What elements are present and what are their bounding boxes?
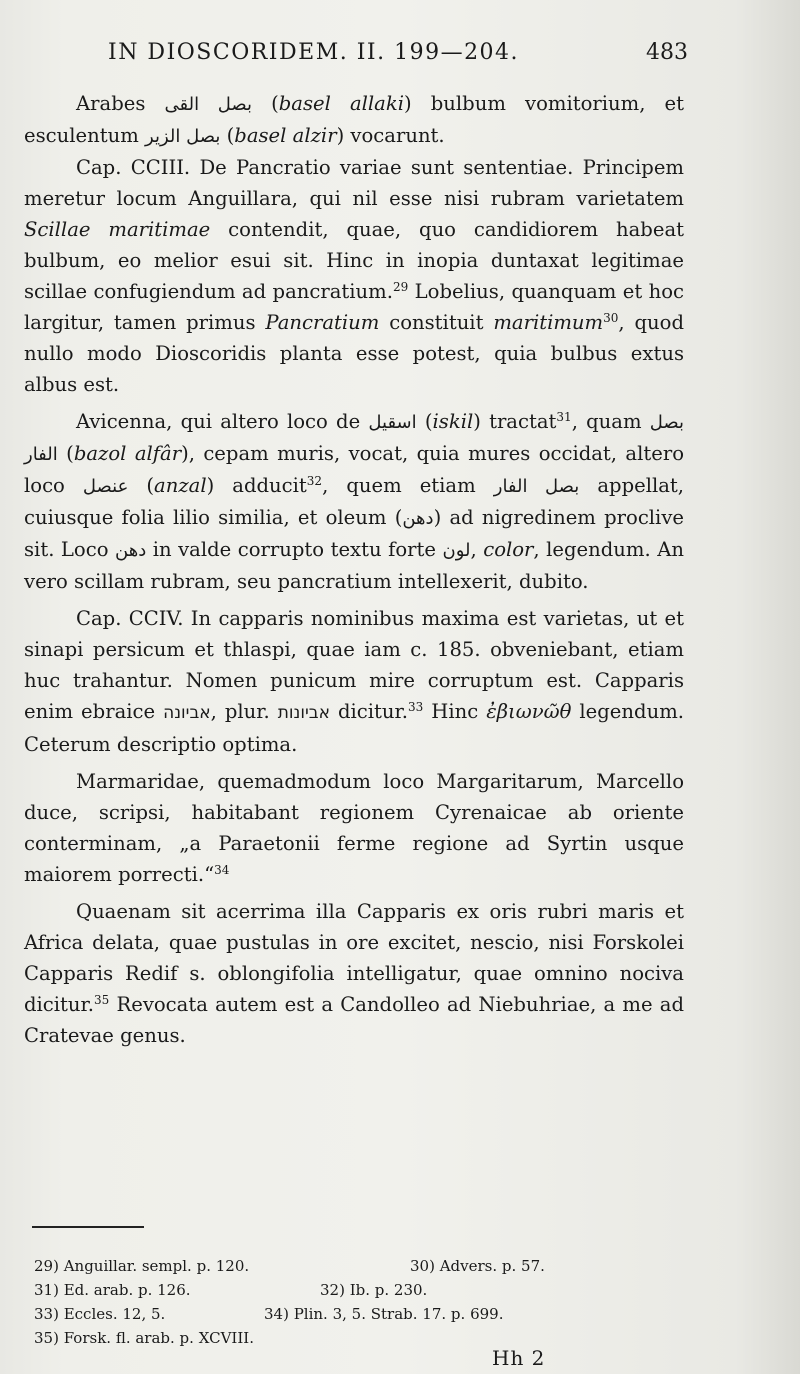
paragraph-quaenam (24, 896, 684, 1051)
arabic-term: بصل القى (164, 94, 252, 115)
text-run: , (470, 538, 477, 561)
text-run: Quaenam sit acerrima illa Capparis ex oris rubri maris et Africa delata, quae pustulas in ore excitet, nescio, nisi Forskolei Capparis Redif s. oblongifolia intelligatur, quae omnino nociva dicitur. (24, 900, 684, 1016)
paragraph-arabes (24, 88, 684, 152)
text-run: ) bulbum vomitorium, et esculentum (24, 92, 685, 147)
text-run: Cap. CCIII. De Pancratio variae sunt sententiae. Principem meretur locum Anguillara, qui nil esse nisi rubram varietatem (24, 156, 684, 210)
arabic-term: بصل الفار (493, 476, 580, 497)
footnote-35: 35) Forsk. fl. arab. p. XCVIII. (34, 1329, 254, 1347)
footnote-29: 29) Anguillar. sempl. p. 120. (34, 1257, 250, 1275)
paragraph-marmaridae (24, 766, 684, 890)
text-run: Arabes (76, 92, 146, 115)
text-run: , legendum. An vero scillam rubram, seu pancratium intellexerit, dubito. (24, 538, 684, 593)
paragraph-cap-cciv (24, 603, 684, 760)
text-run: Marmaridae, quemadmodum loco Margaritarum, Marcello duce, scripsi, habitabant regionem Cyrenaicae ab oriente conterminam, „a Paraetonii ferme regione ad Syrtin usque maiorem porrecti.“ (24, 770, 684, 886)
footnote-ref: 29 (392, 280, 409, 294)
text-run: ( (226, 124, 235, 147)
text-run: contendit, quae, quo candidiorem habeat bulbum, eo melior esui sit. Hinc in inopia duntaxat legitimae scillae confugiendum ad pancratium. (24, 218, 685, 303)
footnote-ref: 33 (407, 700, 424, 714)
footnote-row (24, 1302, 644, 1326)
italic-term: bazol alfâr (73, 442, 182, 465)
hebrew-term: אביונה (163, 703, 211, 723)
text-run: Avicenna, qui altero loco de (76, 410, 361, 433)
text-run: , quod nullo modo Dioscoridis planta esse potest, quia bulbus extus albus est. (24, 311, 685, 396)
footnote-34: 34) Plin. 3, 5. Strab. 17. p. 699. (264, 1305, 504, 1323)
text-run: ( (66, 442, 74, 465)
text-run: ( (424, 410, 433, 433)
text-run: legendum. Ceterum descriptio optima. (24, 700, 684, 756)
text-run: Hinc (431, 700, 479, 723)
text-run: , quem etiam (322, 474, 476, 497)
main-text (24, 88, 684, 1051)
page-number: 483 (646, 40, 688, 65)
text-run: constituit (389, 311, 484, 334)
greek-term: ἐβιωνῶθ (486, 700, 572, 723)
arabic-term: عنصل (82, 476, 129, 497)
footnote-row (24, 1326, 644, 1350)
paragraph-cap-cciii (24, 152, 684, 400)
footnote-row (24, 1278, 644, 1302)
italic-term: color (483, 538, 534, 561)
hebrew-term: אביונות (277, 703, 330, 723)
text-run: ( (271, 92, 279, 115)
signature-mark: Hh 2 (492, 1346, 546, 1370)
italic-term: Scillae maritimae (24, 218, 211, 241)
text-run: ) adducit (206, 474, 307, 497)
running-header (108, 36, 688, 76)
italic-term: anzal (154, 474, 207, 497)
footnote-33: 33) Eccles. 12, 5. (34, 1305, 166, 1323)
text-run: ( (146, 474, 155, 497)
text-run: appellat, cuiusque folia lilio similia, et oleum ( (24, 474, 685, 529)
footnotes (24, 1254, 644, 1350)
text-run: Cap. CCIV. In capparis nominibus maxima est varietas, ut et sinapi persicum et thlaspi, quae iam c. 185. obveniebant, etiam huc trahantur. Nomen punicum mire corruptum est. Capparis enim ebraice (24, 607, 684, 723)
text-run: Lobelius, quanquam et hoc largitur, tamen primus (24, 280, 684, 334)
text-run: , plur. (210, 700, 270, 723)
footnote-row (24, 1254, 644, 1278)
italic-term: maritimum (493, 311, 604, 334)
text-run: , quam (571, 410, 642, 433)
footnote-31: 31) Ed. arab. p. 126. (34, 1281, 191, 1299)
footnote-32: 32) Ib. p. 230. (320, 1281, 428, 1299)
text-run: ) tractat (473, 410, 557, 433)
footnote-ref: 30 (603, 311, 619, 325)
italic-term: Pancratium (265, 311, 380, 334)
text-run: dicitur. (338, 700, 408, 723)
footnote-ref: 31 (556, 410, 572, 424)
text-run: in valde corrupto textu forte (152, 538, 436, 561)
footnote-ref: 34 (214, 863, 230, 877)
text-run: ) vocarunt. (336, 124, 445, 147)
arabic-term: لون (442, 540, 471, 561)
paragraph-avicenna (24, 406, 684, 597)
arabic-term: اسقيل (368, 412, 417, 433)
running-title: IN DIOSCORIDEM. II. 199—204. (108, 40, 520, 65)
text-run: ), cepam muris, vocat, quia mures occidat, altero loco (24, 442, 684, 497)
arabic-term: دهن (115, 540, 147, 561)
arabic-term: بصل الزير (145, 126, 221, 147)
arabic-term: دهن (402, 508, 434, 529)
italic-term: iskil (432, 410, 474, 433)
footnote-rule (32, 1226, 144, 1228)
text-run: Revocata autem est a Candolleo ad Niebuhriae, a me ad Cratevae genus. (24, 993, 684, 1047)
text-run: ) ad nigredinem proclive sit. Loco (24, 506, 684, 561)
arabic-term: بصل الفار (24, 412, 685, 465)
italic-term: basel alzir (234, 124, 337, 147)
footnote-30: 30) Advers. p. 57. (410, 1257, 545, 1275)
italic-term: basel allaki (278, 92, 404, 115)
footnote-ref: 32 (306, 474, 323, 488)
footnote-ref: 35 (93, 993, 110, 1007)
